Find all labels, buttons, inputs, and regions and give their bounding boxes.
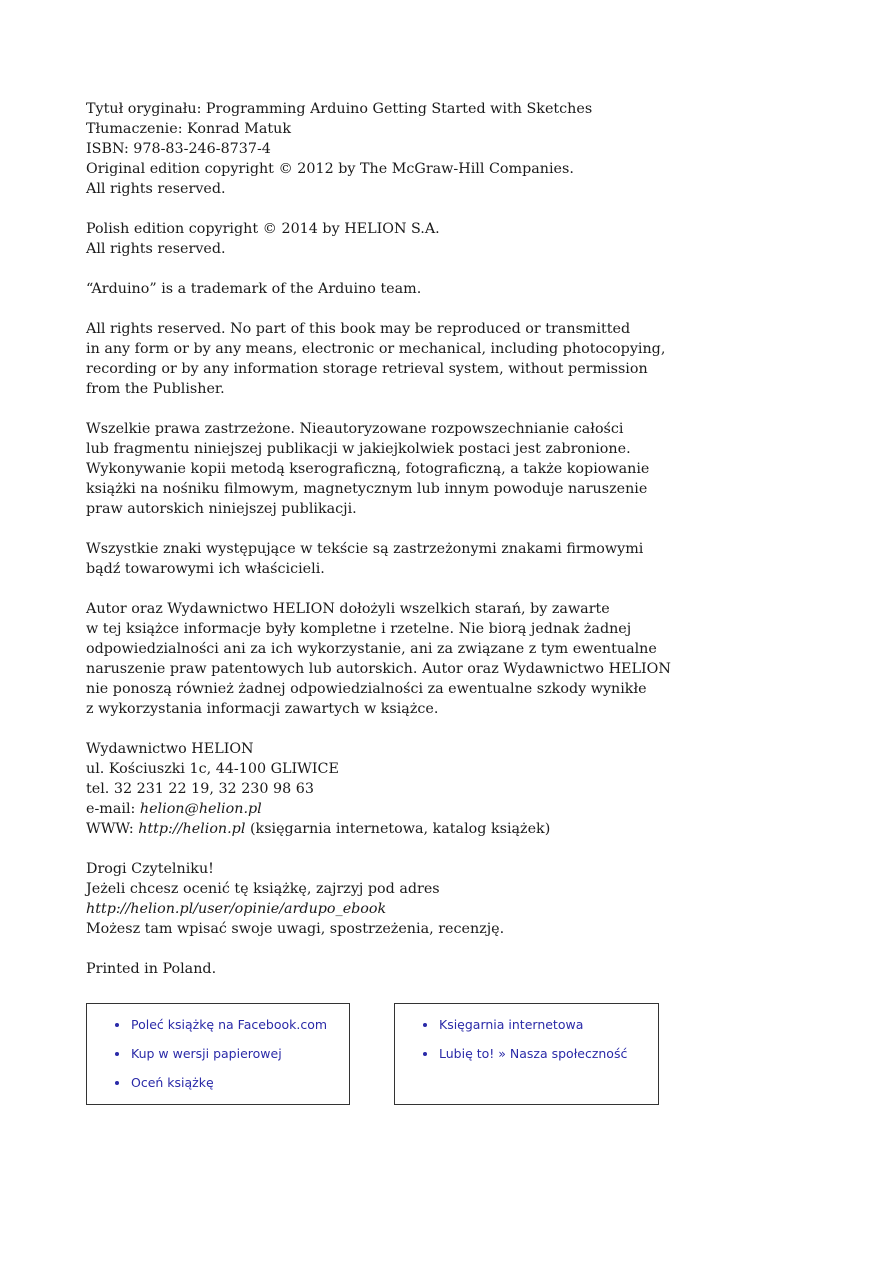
bullet-icon [115,1052,119,1056]
trademark-line: “Arduino” is a trademark of the Arduino team. [86,281,422,297]
link-label[interactable]: Kup w wersji papierowej [131,1046,282,1061]
link-facebook-recommend[interactable] [111,1017,349,1033]
link-label[interactable]: Księgarnia internetowa [439,1017,584,1032]
rights-pl-block [86,419,650,519]
bullet-icon [115,1023,119,1027]
bullet-icon [115,1081,119,1085]
bullet-icon [423,1023,427,1027]
reader-line-2: Możesz tam wpisać swoje uwagi, spostrzeżenia, recenzję. [86,921,505,937]
imprint-block [86,99,646,199]
publisher-name: Wydawnictwo HELION [86,741,254,757]
rights-en-block [86,319,666,399]
text-line: Wykonywanie kopii metodą kserograficzną, fotograficzną, a także kopiowanie [86,461,650,477]
text-line: odpowiedzialności ani za ich wykorzystanie, ani za związane z tym ewentualne [86,641,657,657]
reader-greeting: Drogi Czytelniku! [86,861,214,877]
text-line: All rights reserved. No part of this book may be reproduced or transmitted [86,321,631,337]
polish-edition-block [86,219,646,259]
rights-reserved: All rights reserved. [86,241,226,257]
email-label: e-mail: [86,801,140,817]
printed-in: Printed in Poland. [86,961,217,977]
text-line: recording or by any information storage retrieval system, without permission [86,361,648,377]
text-line: Autor oraz Wydawnictwo HELION dołożyli wszelkich starań, by zawarte [86,601,610,617]
links-list-left [87,1004,349,1091]
link-label[interactable]: Oceń książkę [131,1075,214,1090]
www-label: WWW: [86,821,139,837]
trademarks-pl-block [86,539,646,579]
www-note: (księgarnia internetowa, katalog książek) [245,821,551,837]
www-link[interactable]: http://helion.pl [138,821,246,837]
original-title: Tytuł oryginału: Programming Arduino Getting Started with Sketches [86,101,593,117]
link-label[interactable]: Poleć książkę na Facebook.com [131,1017,328,1032]
printed-block [86,959,646,979]
link-bookstore[interactable] [419,1017,658,1033]
isbn: ISBN: 978-83-246-8737-4 [86,141,271,157]
text-line: książki na nośniku filmowym, magnetycznym lub innym powoduje naruszenie [86,481,648,497]
link-label[interactable]: Lubię to! » Nasza społeczność [439,1046,628,1061]
publisher-email-line [86,799,646,819]
links-box-right [394,1003,659,1105]
link-community[interactable] [419,1046,658,1062]
text-line: bądź towarowymi ich właścicieli. [86,561,325,577]
original-copyright: Original edition copyright © 2012 by The McGraw-Hill Companies. [86,161,574,177]
text-line: naruszenie praw patentowych lub autorskich. Autor oraz Wydawnictwo HELION [86,661,671,677]
publisher-address: ul. Kościuszki 1c, 44-100 GLIWICE [86,761,339,777]
links-list-right [395,1004,658,1062]
disclaimer-block [86,599,671,719]
text-line: praw autorskich niniejszej publikacji. [86,501,357,517]
rights-reserved: All rights reserved. [86,181,226,197]
publisher-www-line [86,819,646,839]
text-line: Wszystkie znaki występujące w tekście są zastrzeżonymi znakami firmowymi [86,541,644,557]
text-line: in any form or by any means, electronic or mechanical, including photocopying, [86,341,666,357]
text-line: w tej książce informacje były kompletne i rzetelne. Nie biorą jednak żadnej [86,621,632,637]
reader-block [86,859,646,939]
reader-line-1: Jeżeli chcesz ocenić tę książkę, zajrzyj pod adres [86,881,440,897]
links-box-left [86,1003,350,1105]
publisher-phone: tel. 32 231 22 19, 32 230 98 63 [86,781,314,797]
text-line: z wykorzystania informacji zawartych w książce. [86,701,439,717]
translator: Tłumaczenie: Konrad Matuk [86,121,292,137]
text-line: lub fragmentu niniejszej publikacji w jakiejkolwiek postaci jest zabronione. [86,441,631,457]
link-buy-paper[interactable] [111,1046,349,1062]
link-rate-book[interactable] [111,1075,349,1091]
review-link[interactable]: http://helion.pl/user/opinie/ardupo_ebook [86,901,387,917]
text-line: nie ponoszą również żadnej odpowiedzialności za ewentualne szkody wynikłe [86,681,647,697]
email-link[interactable]: helion@helion.pl [139,801,262,817]
polish-copyright: Polish edition copyright © 2014 by HELION S.A. [86,221,440,237]
copyright-page [86,99,671,999]
publisher-block [86,739,646,839]
text-line: Wszelkie prawa zastrzeżone. Nieautoryzowane rozpowszechnianie całości [86,421,624,437]
trademark-block [86,279,646,299]
bullet-icon [423,1052,427,1056]
text-line: from the Publisher. [86,381,225,397]
